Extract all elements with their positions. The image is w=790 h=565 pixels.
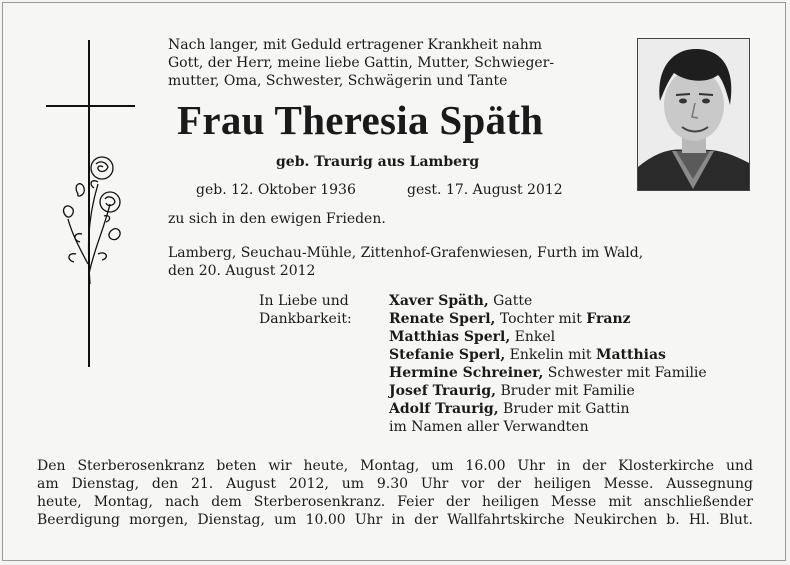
mourners-label-2: Dankbarkeit: (259, 311, 352, 327)
intro-line-1: Nach langer, mit Geduld ertragener Krankheit nahm (168, 37, 543, 53)
mourner-line: Hermine Schreiner, Schwester mit Familie (389, 365, 707, 381)
mourners-label-1: In Liebe und (259, 293, 349, 309)
mourner-line: Josef Traurig, Bruder mit Familie (389, 383, 635, 399)
peace-line: zu sich in den ewigen Frieden. (168, 211, 386, 227)
mourner-line: Stefanie Sperl, Enkelin mit Matthias (389, 347, 666, 363)
mourner-line: Matthias Sperl, Enkel (389, 329, 556, 345)
death-date: gest. 17. August 2012 (407, 182, 563, 198)
cross-beam (46, 105, 135, 107)
deceased-name: Frau Theresia Späth (177, 97, 544, 143)
birth-date: geb. 12. Oktober 1936 (196, 182, 356, 198)
closing-line: im Namen aller Verwandten (389, 419, 589, 435)
service-line: Den Sterberosenkranz beten wir heute, Montag, um 16.00 Uhr in der Klosterkirche und (37, 458, 753, 474)
service-line: Beerdigung morgen, Dienstag, um 10.00 Uhr in der Wallfahrtskirche Neukirchen b. Hl. Blut. (37, 512, 753, 528)
mourner-line: Renate Sperl, Tochter mit Franz (389, 311, 631, 327)
roses-icon (58, 154, 130, 294)
intro-line-2: Gott, der Herr, meine liebe Gattin, Mutter, Schwieger- (168, 55, 555, 71)
service-paragraph (37, 457, 753, 529)
service-line: heute, Montag, nach dem Sterberosenkranz. Feier der heiligen Messe mit anschließender (37, 494, 753, 510)
portrait-photo (637, 38, 750, 191)
intro-line-3: mutter, Oma, Schwester, Schwägerin und Tante (168, 73, 508, 89)
service-line: am Dienstag, den 21. August 2012, um 9.30 Uhr vor der heiligen Messe. Aussegnung (37, 476, 753, 492)
mourner-line: Xaver Späth, Gatte (389, 293, 533, 309)
location-line-1: Lamberg, Seuchau-Mühle, Zittenhof-Grafenwiesen, Furth im Wald, (168, 245, 644, 261)
maiden-name: geb. Traurig aus Lamberg (276, 154, 480, 170)
location-line-2: den 20. August 2012 (168, 263, 316, 279)
mourner-line: Adolf Traurig, Bruder mit Gattin (389, 401, 630, 417)
